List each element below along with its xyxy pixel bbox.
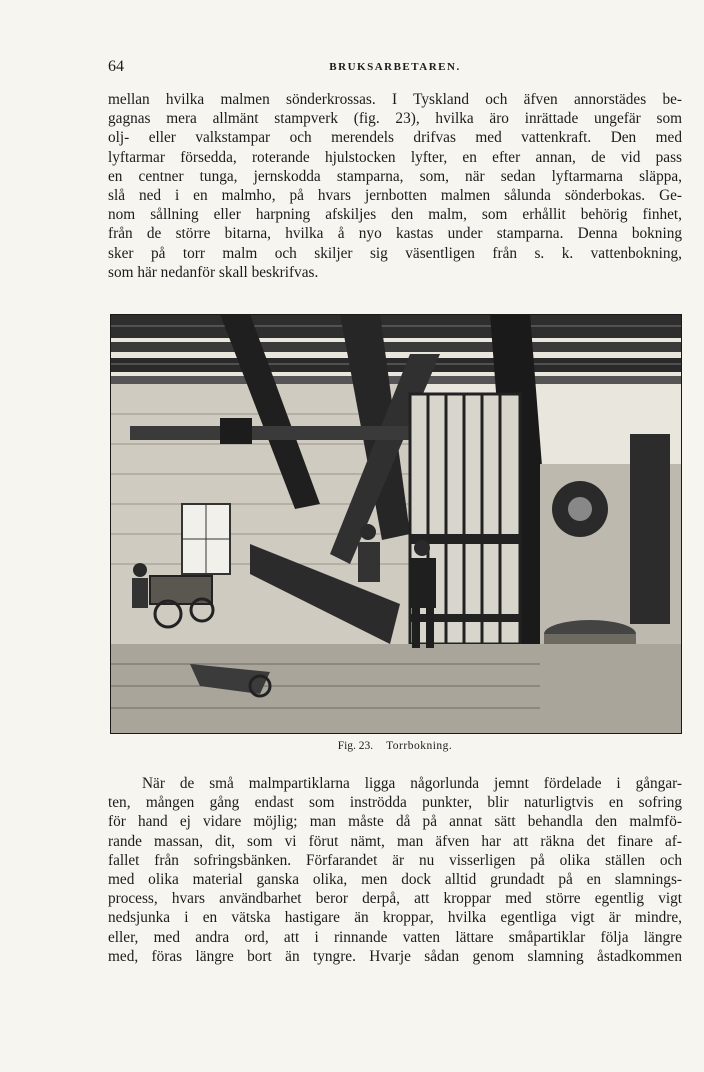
page-header (108, 58, 682, 78)
text-line: gagnas mera allmänt stampverk (fig. 23), hvilka äro inrättade ungefär som (108, 110, 682, 128)
text-line: ten, mången gång endast som inströdda punkter, blir naturligtvis en sofring (108, 794, 682, 812)
text-line: fallet från sofringsbänken. Förfarandet är nu visserligen på olika ställen och (108, 851, 682, 869)
running-head: BRUKSARBETAREN. (329, 61, 461, 73)
page-number: 64 (108, 58, 124, 75)
text-line: mellan hvilka malmen sönderkrossas. I Tyskland och äfven annorstädes be- (108, 91, 682, 108)
figure-illustration (110, 314, 682, 734)
engraving-torrbokning (110, 314, 682, 734)
text-line: nom sållning eller harpning afskiljes den malm, som erhållit behörig finhet, (108, 206, 682, 224)
figure-title: Torrbokning. (386, 740, 453, 752)
text-line: från de större bitarna, hvilka å nyo kastas under stamparna. Denna bokning (108, 225, 682, 243)
text-line: med olika material ganska olika, men dock alltid grundadt på en slamnings- (108, 871, 682, 889)
text-line: nedsjunka i en vätska hastigare än kroppar, hvilka egentliga vigt är mindre, (108, 909, 682, 927)
text-line: sker på torr malm och skiljer sig väsentligen från s. k. vattenbokning, (108, 244, 682, 262)
text-line: rande massan, dit, som vi förut nämt, man äfven har att räkna det finare af- (108, 832, 682, 850)
text-line: När de små malmpartiklarna ligga någorlunda jemnt fördelade i gångar- (142, 775, 682, 792)
paragraph-1 (108, 90, 682, 282)
figure-number: Fig. 23. (337, 740, 374, 752)
text-line: eller, med andra ord, att i rinnande vatten lättare småpartiklar följa längre (108, 928, 682, 946)
text-line: en centner tunga, jernskodda stamparna, som, när sedan lyftarmarna släppa, (108, 167, 682, 185)
text-line: för hand ej vidare möjlig; man måste då på annat sätt behandla den malmfö- (108, 813, 682, 831)
text-line: slå ned i en malmho, på hvars jernbotten malmen sålunda sönderbokas. Ge- (108, 187, 682, 205)
text-line: olj- eller valkstampar och merendels drifvas med vattenkraft. Den med (108, 129, 682, 147)
text-line: lyftarmar försedda, roterande hjulstocken lyfter, en efter annan, de vid pass (108, 148, 682, 166)
paragraph-2 (108, 774, 682, 966)
text-line: process, hvars användbarhet beror derpå, att kroppar med större egentlig vigt (108, 890, 682, 908)
text-line: med, föras längre bort än tyngre. Hvarje sådan genom slamning åstadkommen (108, 947, 682, 965)
text-line: som här nedanför skall beskrifvas. (108, 263, 319, 281)
figure-caption (108, 740, 682, 752)
